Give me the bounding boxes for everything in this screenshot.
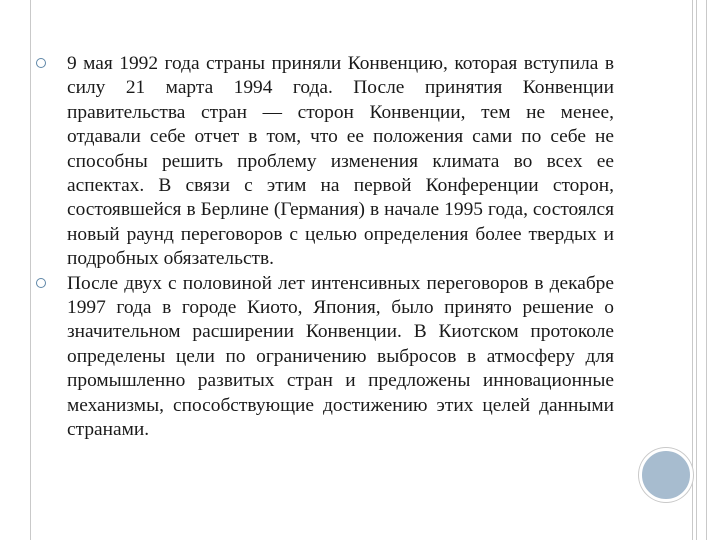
slide-body (36, 52, 614, 443)
right-border-line (692, 0, 693, 540)
paragraph-text: 9 мая 1992 года страны приняли Конвенцию, которая вступила в силу 21 марта 1994 года. После принятия Конвенции правительства стран — сторон Конвенции, тем не менее, отдавали себе отчет в том, что ее положения сами по себе не способны решить проблему изменения климата во всех ее аспектах. В связи с этим на первой Конференции сторон, состоявшейся в Берлине (Германия) в начале 1995 года, состоялся новый раунд переговоров с целью определения более твердых и подробных обязательств. (67, 53, 614, 270)
left-border-line (30, 0, 31, 540)
bullet-paragraph (36, 272, 614, 443)
decorative-circle (639, 448, 693, 502)
right-border-line (696, 0, 697, 540)
circle-bullet-icon (36, 58, 46, 68)
right-border-line (706, 0, 707, 540)
bullet-paragraph (36, 52, 614, 272)
circle-bullet-icon (36, 278, 46, 288)
paragraph-text: После двух с половиной лет интенсивных переговоров в декабре 1997 года в городе Киото, Япония, было принято решение о значительном расширении Конвенции. В Киотском протоколе определены цели по ограничению выбросов в атмосферу для промышленно развитых стран и предложены инновационные механизмы, способствующие достижению этих целей данными странами. (67, 272, 614, 441)
